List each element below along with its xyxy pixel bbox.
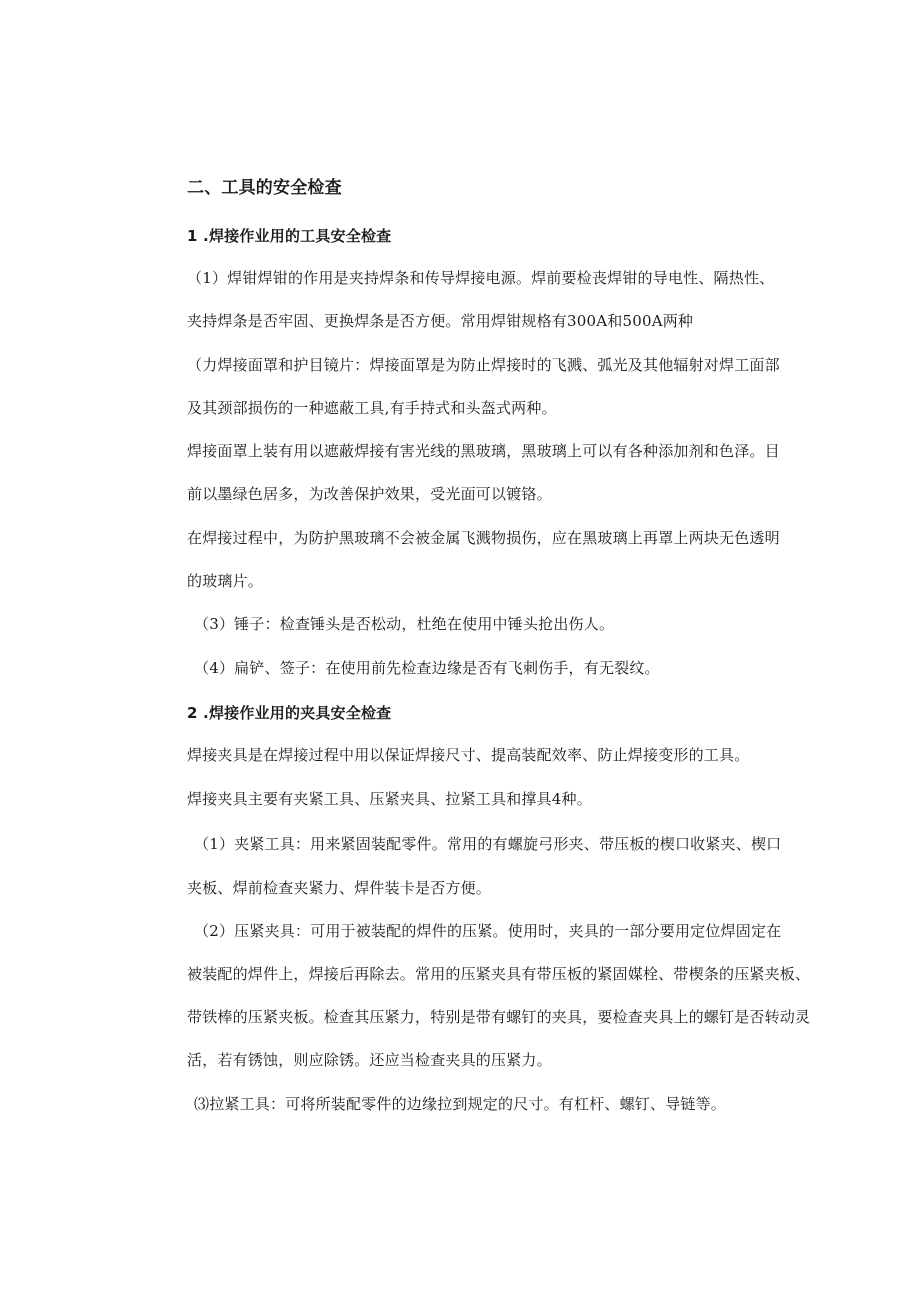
paragraph-fixture-types: 焊接夹具主要有夹紧工具、压紧夹具、拉紧工具和撑具4种。 xyxy=(187,790,592,808)
section-heading: 二、工具的安全检查 xyxy=(187,178,342,198)
paragraph-glass-protection-line-1: 在焊接过程中，为防护黑玻璃不会被金属飞溅物损伤，应在黑玻璃上再罩上两块无色透明 xyxy=(187,529,780,547)
paragraph-chisel: （4）扁铲、签子：在使用前先检查边缘是否有飞刺伤手，有无裂纹。 xyxy=(194,659,660,677)
paragraph-pressing-fixture-line-2: 被装配的焊件上，焊接后再除去。常用的压紧夹具有带压板的紧固媒栓、带楔条的压紧夹板、 xyxy=(187,965,811,983)
paragraph-pressing-fixture-line-1: （2）压紧夹具：可用于被装配的焊件的压紧。使用时，夹具的一部分要用定位焊固定在 xyxy=(194,922,782,940)
subsection-heading-2: 2 .焊接作业用的夹具安全检查 xyxy=(187,704,392,722)
paragraph-welding-tongs-line-2: 夹持焊条是否牢固、更换焊条是否方便。常用焊钳规格有300A和500A两种 xyxy=(187,312,694,330)
paragraph-pressing-fixture-line-4: 活，若有锈蚀，则应除锈。还应当检查夹具的压紧力。 xyxy=(187,1051,552,1069)
paragraph-fixture-definition: 焊接夹具是在焊接过程中用以保证焊接尺寸、提高装配效率、防止焊接变形的工具。 xyxy=(187,746,750,764)
paragraph-pressing-fixture-line-3: 带铁棒的压紧夹板。检查其压紧力，特别是带有螺钉的夹具，要检查夹具上的螺钉是否转动灵 xyxy=(187,1008,811,1026)
paragraph-clamping-tools-line-1: （1）夹紧工具：用来紧固装配零件。常用的有螺旋弓形夹、带压板的楔口收紧夹、楔口 xyxy=(194,835,782,853)
paragraph-clamping-tools-line-2: 夹板、焊前检查夹紧力、焊件装卡是否方便。 xyxy=(187,879,492,897)
paragraph-black-glass-line-2: 前以墨绿色居多，为改善保护效果，受光面可以镀铬。 xyxy=(187,485,552,503)
subsection-heading-1: 1 .焊接作业用的工具安全检查 xyxy=(187,227,392,245)
paragraph-welding-mask-line-1: （力焊接面罩和护目镜片：焊接面罩是为防止焊接时的飞溅、弧光及其他辐射对焊工面部 xyxy=(187,356,780,374)
paragraph-black-glass-line-1: 焊接面罩上装有用以遮蔽焊接有害光线的黑玻璃，黑玻璃上可以有各种添加剂和色泽。目 xyxy=(187,442,780,460)
paragraph-welding-tongs-line-1: （1）焊钳焊钳的作用是夹持焊条和传导焊接电源。焊前要检丧焊钳的导电性、隔热性、 xyxy=(187,269,775,287)
paragraph-tensioning-tools: ⑶拉紧工具：可将所装配零件的边缘拉到规定的尺寸。有杠杆、螺钉、导链等。 xyxy=(194,1095,727,1113)
paragraph-glass-protection-line-2: 的玻璃片。 xyxy=(187,572,264,590)
paragraph-hammer: （3）锤子：检查锤头是否松动，杜绝在使用中锤头抢出伤人。 xyxy=(194,615,615,633)
paragraph-welding-mask-line-2: 及其颈部损伤的一种遮蔽工具,有手持式和头盔式两种。 xyxy=(187,399,557,417)
